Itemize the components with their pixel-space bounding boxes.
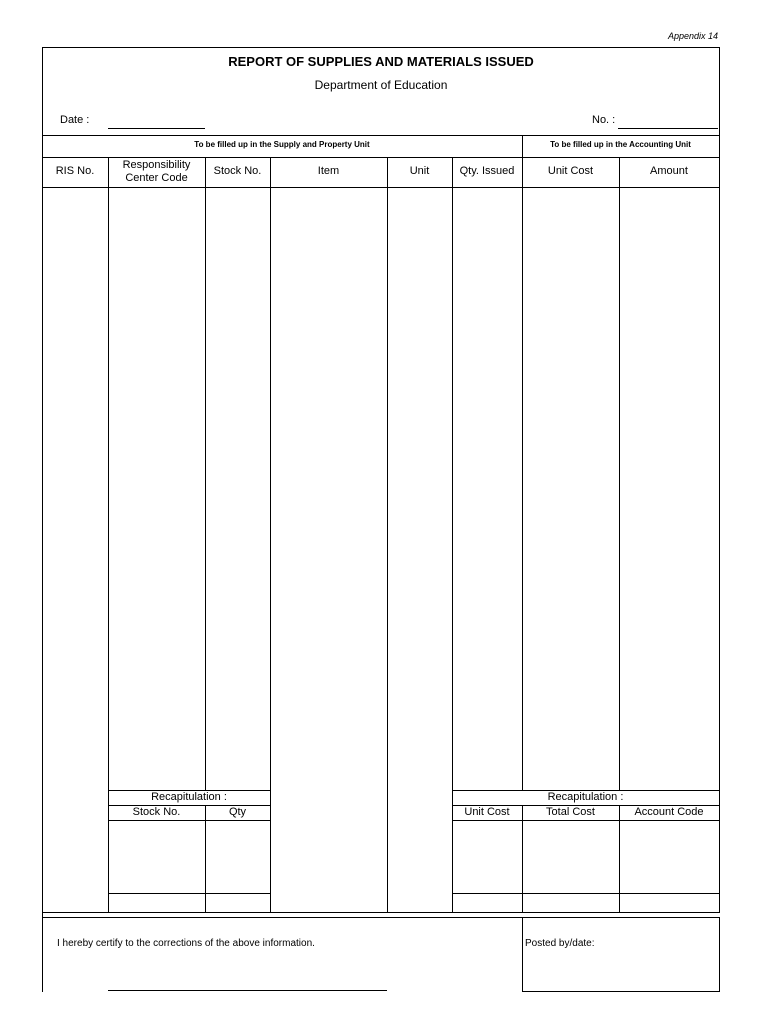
col-ris-no: RIS No. — [55, 165, 95, 177]
posted-by-label: Posted by/date: — [525, 938, 595, 949]
section-row-top — [42, 135, 720, 136]
col-amount: Amount — [650, 165, 688, 177]
col-item: Item — [317, 165, 340, 177]
recap-right-total-cost: Total Cost — [546, 806, 595, 818]
posted-box-left — [522, 917, 523, 992]
recap-right-unit-cost: Unit Cost — [464, 806, 510, 818]
col-rc-code-line1: Responsibility — [122, 159, 191, 171]
appendix-label: Appendix 14 — [667, 31, 718, 41]
frame-right — [719, 47, 720, 912]
report-title: REPORT OF SUPPLIES AND MATERIALS ISSUED — [228, 54, 534, 69]
col-line-3 — [270, 157, 271, 912]
col-unit-cost: Unit Cost — [547, 165, 594, 177]
number-label: No. : — [592, 114, 616, 126]
table-bottom-line-2 — [42, 917, 720, 918]
recap-left-qty: Qty — [228, 806, 247, 818]
col-line-4 — [387, 157, 388, 912]
date-label: Date : — [60, 114, 90, 126]
recap-right-total-line — [452, 893, 720, 894]
number-field-line[interactable] — [618, 128, 718, 129]
col-stock-no: Stock No. — [213, 165, 262, 177]
recap-left-subheader-bottom — [108, 820, 270, 821]
recap-left-stock-no: Stock No. — [132, 806, 181, 818]
posted-box-bottom — [522, 991, 720, 992]
posted-box-right — [719, 917, 720, 992]
recap-left-total-line — [108, 893, 270, 894]
frame-top — [42, 47, 720, 48]
col-rc-code-line2: Center Code — [125, 172, 188, 184]
department-name: Department of Education — [314, 78, 448, 92]
recap-right-title-overlay: Recapitulation : — [547, 791, 624, 803]
table-bottom-line-1 — [42, 912, 720, 913]
date-field-line[interactable] — [108, 128, 205, 129]
recap-right-account-code: Account Code — [634, 806, 704, 818]
signature-line[interactable] — [108, 990, 387, 991]
recap-right-subheader-bottom — [452, 820, 720, 821]
supply-section-label: To be filled up in the Supply and Property Unit — [194, 140, 370, 149]
frame-left — [42, 47, 43, 992]
col-qty-issued: Qty. Issued — [459, 165, 515, 177]
accounting-section-label: To be filled up in the Accounting Unit — [550, 140, 691, 149]
certification-text: I hereby certify to the corrections of the above information. — [57, 938, 315, 949]
col-unit: Unit — [409, 165, 430, 177]
recap-left-title-overlay: Recapitulation : — [151, 791, 227, 803]
